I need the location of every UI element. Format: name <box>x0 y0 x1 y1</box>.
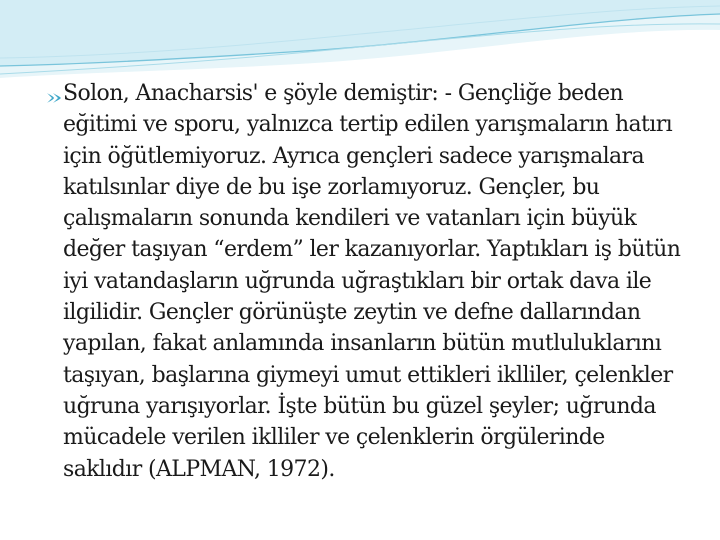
content-area <box>46 78 686 485</box>
wave-header-decoration <box>0 0 720 90</box>
bullet-text: Solon, Anacharsis' e şöyle demiştir: - Gençliğe beden eğitimi ve sporu, yalnızca tertip edilen yarışmaların hatırı için öğütlemiyoruz. Ayrıca gençleri sadece yarışmalara katılsınlar diye de bu işe zorlamıyoruz. Gençler, bu çalışmaların sonunda kendileri ve vatanları için büyük değer taşıyan “erdem” ler kazanıyorlar. Yaptıkları iş bütün iyi vatandaşların uğrunda uğraştıkları bir ortak dava ile ilgilidir. Gençler görünüşte zeytin ve defne dallarından yapılan, fakat anlamında insanların bütün mutluluklarını taşıyan, başlarına giymeyi umut ettikleri iklliler, çelenkler uğruna yarışıyorlar. İşte bütün bu güzel şeyler; uğrunda mücadele verilen iklliler ve çelenklerin örgülerinde saklıdır (ALPMAN, 1972). <box>63 81 681 482</box>
bullet-item <box>46 78 686 485</box>
bullet-arrow-icon <box>46 91 62 105</box>
